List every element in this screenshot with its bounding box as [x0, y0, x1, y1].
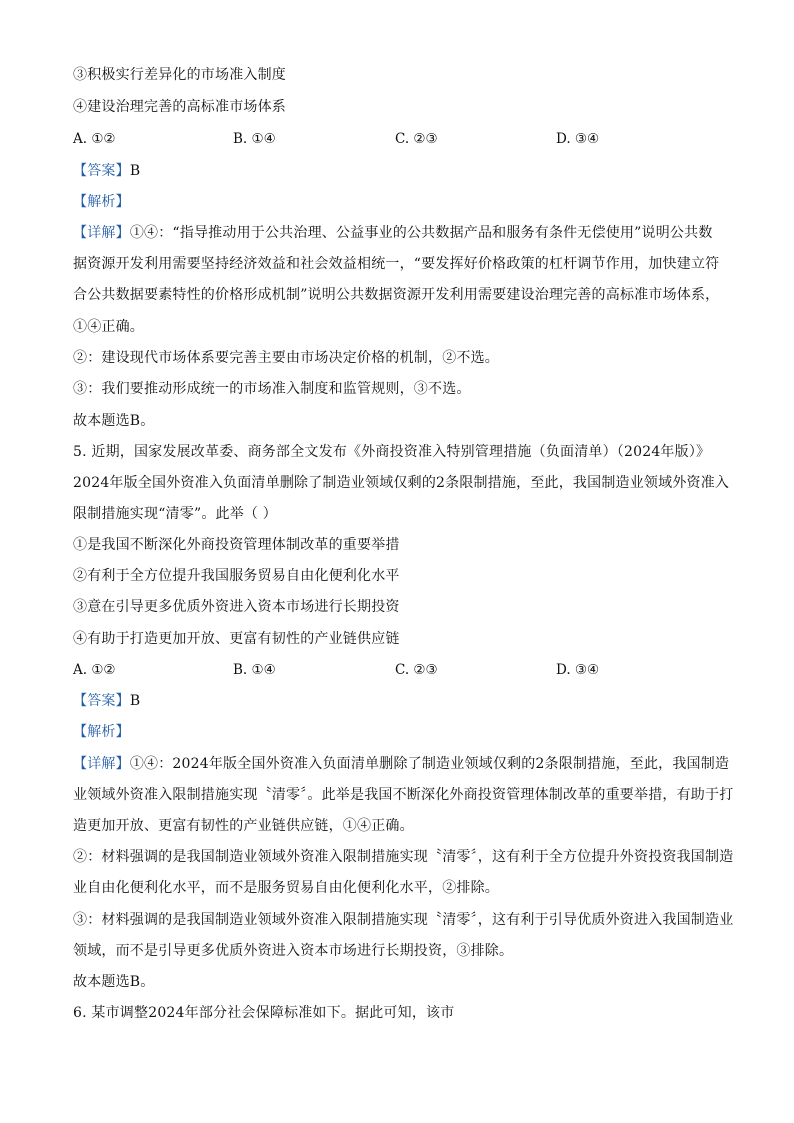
q5-option-4: ④有助于打造更加开放、更富有韧性的产业链供应链	[73, 631, 400, 647]
analysis-label: 【解析】	[73, 724, 130, 740]
q5-detail-line-4: ②：材料强调的是我国制造业领域外资准入限制措施实现〝清零〞，这有利于全方位提升外资投资我国制造	[73, 849, 734, 865]
q4-detail-line-1	[73, 224, 713, 242]
answer-value: B	[129, 693, 141, 709]
q5-stem-line-3: 限制措施实现“清零”。此举（ ）	[73, 506, 277, 522]
q4-option-4: ④建设治理完善的高标准市场体系	[73, 99, 286, 115]
q5-option-3: ③意在引导更多优质外资进入资本市场进行长期投资	[73, 599, 400, 615]
q5-stem-line-1: 5. 近期，国家发展改革委、商务部全文发布《外商投资准入特别管理措施（负面清单）（2024年版）》	[73, 444, 711, 460]
q4-detail-line-2: 据资源开发利用需要坚持经济效益和社会效益相统一，“要发挥好价格政策的杠杆调节作用，加快建立符	[73, 256, 720, 272]
detail-label: 【详解】	[73, 756, 130, 772]
answer-value: B	[129, 163, 141, 179]
q4-choice-d: D. ③④	[556, 131, 600, 147]
q5-choice-c: C. ②③	[395, 662, 438, 678]
q4-answer	[73, 162, 140, 180]
q4-detail-line-3: 合公共数据要素特性的价格形成机制”说明公共数据资源开发利用需要建设治理完善的高标准市场体系，	[73, 287, 720, 303]
analysis-label: 【解析】	[73, 194, 130, 210]
q5-detail-line-1	[73, 755, 729, 773]
q5-choice-a: A. ①②	[73, 662, 116, 678]
q5-detail-line-7: 领域，而不是引导更多优质外资进入资本市场进行长期投资，③排除。	[73, 943, 514, 959]
detail-text: ①④：“指导推动用于公共治理、公益事业的公共数据产品和服务有条件无偿使用”说明公共数	[129, 225, 713, 241]
q5-option-2: ②有利于全方位提升我国服务贸易自由化便利化水平	[73, 568, 400, 584]
q5-choice-d: D. ③④	[556, 662, 600, 678]
q4-option-3: ③积极实行差异化的市场准入制度	[73, 67, 286, 83]
q5-detail-line-5: 业自由化便利化水平，而不是服务贸易自由化便利化水平，②排除。	[73, 880, 499, 896]
q5-analysis-label	[73, 723, 130, 741]
q5-answer	[73, 692, 140, 710]
detail-text: ①④：2024年版全国外资准入负面清单删除了制造业领域仅剩的2条限制措施，至此，我国制造	[129, 756, 730, 772]
q4-choice-b: B. ①④	[233, 131, 276, 147]
q5-option-1: ①是我国不断深化外商投资管理体制改革的重要举措	[73, 537, 400, 553]
q5-choice-b: B. ①④	[233, 662, 276, 678]
q4-detail-line-4: ①④正确。	[73, 319, 144, 335]
q5-detail-line-6: ③：材料强调的是我国制造业领域外资准入限制措施实现〝清零〞，这有利于引导优质外资进入我国制造业	[73, 912, 734, 928]
answer-label: 【答案】	[73, 163, 130, 179]
q4-conclusion: 故本题选B。	[73, 413, 155, 429]
answer-label: 【答案】	[73, 693, 130, 709]
q4-exclusion-1: ②：建设现代市场体系要完善主要由市场决定价格的机制，②不选。	[73, 350, 499, 366]
q4-choice-a: A. ①②	[73, 131, 116, 147]
detail-label: 【详解】	[73, 225, 130, 241]
q4-exclusion-2: ③：我们要推动形成统一的市场准入制度和监管规则，③不选。	[73, 381, 471, 397]
q5-detail-line-3: 造更加开放、更富有韧性的产业链供应链，①④正确。	[73, 818, 414, 834]
q4-choice-c: C. ②③	[395, 131, 438, 147]
q6-stem: 6. 某市调整2024年部分社会保障标准如下。据此可知，该市	[73, 1005, 455, 1021]
q5-conclusion: 故本题选B。	[73, 974, 155, 990]
q5-detail-line-2: 业领域外资准入限制措施实现〝清零〞。此举是我国不断深化外商投资管理体制改革的重要举措，有助于打	[73, 787, 734, 803]
q4-analysis-label	[73, 193, 130, 211]
q5-stem-line-2: 2024年版全国外资准入负面清单删除了制造业领域仅剩的2条限制措施，至此，我国制造业领域外资准入	[73, 475, 730, 491]
